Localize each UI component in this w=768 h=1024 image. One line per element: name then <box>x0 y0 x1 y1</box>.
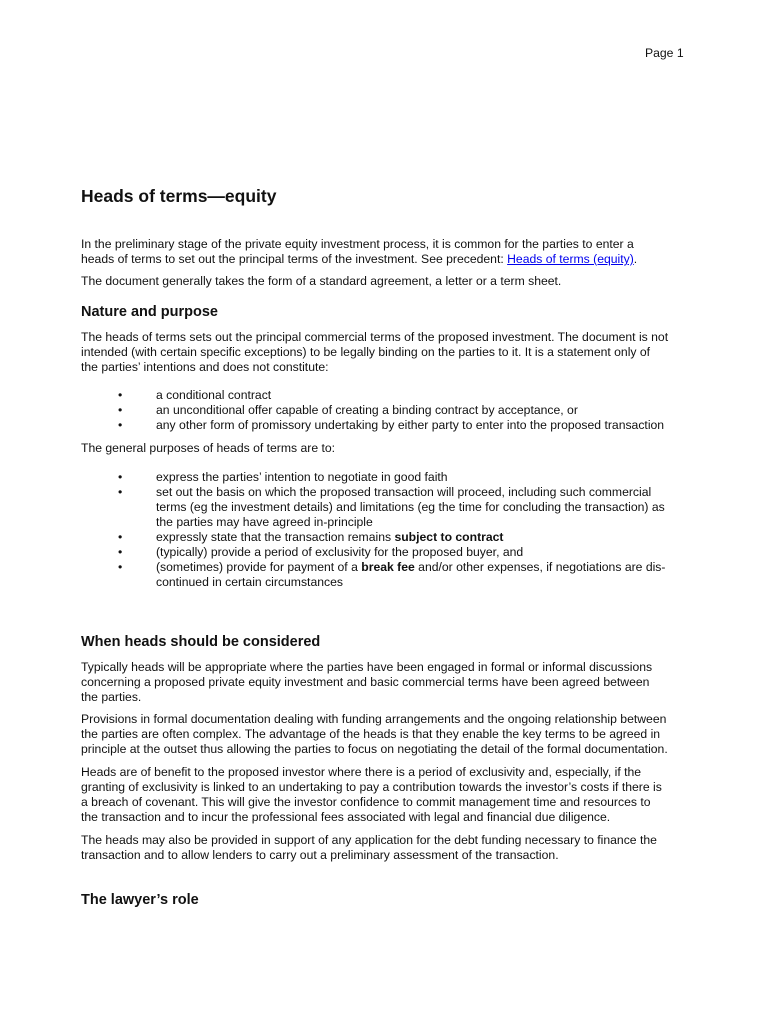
text-line: The heads may also be provided in support of any application for the debt funding necessary to finance the <box>81 833 657 847</box>
list-item <box>81 403 701 418</box>
bullet-icon: • <box>118 560 123 574</box>
text-line: Provisions in formal documentation dealing with funding arrangements and the ongoing relationship between <box>81 712 667 726</box>
bullet-icon: • <box>118 545 123 559</box>
bullet-icon: • <box>118 403 123 417</box>
list-item-text: terms (eg the investment details) and limitations (eg the time for concluding the transaction) as <box>156 500 665 514</box>
list-item-text: the parties may have agreed in-principle <box>156 515 373 529</box>
text-line: the parties are often complex. The advantage of the heads is that they enable the key terms to be agreed in <box>81 727 661 741</box>
list-item <box>81 545 701 560</box>
text-line: a breach of covenant. This will give the investor confidence to commit management time and resources to <box>81 795 651 809</box>
text-line: the parties. <box>81 690 142 704</box>
text-line: the transaction and to incur the professional fees associated with legal and financial due diligence. <box>81 810 611 824</box>
nature-paragraph <box>81 330 701 375</box>
when-paragraph <box>81 765 701 825</box>
list-item-text: a conditional contract <box>156 388 272 402</box>
not-constitute-list <box>81 388 701 433</box>
bullet-icon: • <box>118 470 123 484</box>
heading-lawyers-role: The lawyer’s role <box>81 892 199 908</box>
text-line: Typically heads will be appropriate where the parties have been engaged in formal or informal discussions <box>81 660 653 674</box>
list-item <box>81 560 701 590</box>
purposes-list <box>81 470 701 590</box>
list-item-text: expressly state that the transaction remains <box>156 530 395 544</box>
text-line: transaction and to allow lenders to carry out a preliminary assessment of the transaction. <box>81 848 559 862</box>
text-line: Heads are of benefit to the proposed investor where there is a period of exclusivity and, especially, if the <box>81 765 642 779</box>
bullet-icon: • <box>118 485 123 499</box>
intro-paragraph <box>81 237 701 267</box>
text-line: principle at the outset thus allowing the parties to focus on negotiating the detail of the formal documentation. <box>81 742 668 756</box>
list-item-text: any other form of promissory undertaking by either party to enter into the proposed transaction <box>156 418 665 432</box>
list-item-text: and/or other expenses, if negotiations are dis- <box>414 560 666 574</box>
list-item-text: express the parties’ intention to negotiate in good faith <box>156 470 448 484</box>
bold-term: subject to contract <box>394 530 504 544</box>
when-paragraph <box>81 712 701 757</box>
list-item <box>81 530 701 545</box>
text-line: concerning a proposed private equity investment and basic commercial terms have been agreed between <box>81 675 650 689</box>
list-item <box>81 470 701 485</box>
bold-term: break fee <box>361 560 415 574</box>
list-item-text: set out the basis on which the proposed transaction will proceed, including such commercial <box>156 485 652 499</box>
list-item-text: (typically) provide a period of exclusivity for the proposed buyer, and <box>156 545 524 559</box>
intro-paragraph-2: The document generally takes the form of a standard agreement, a letter or a term sheet. <box>81 274 562 288</box>
when-paragraph <box>81 833 701 863</box>
list-item-text: continued in certain circumstances <box>156 575 343 589</box>
heading-nature-purpose: Nature and purpose <box>81 304 218 320</box>
list-item <box>81 418 701 433</box>
list-item <box>81 388 701 403</box>
purposes-intro: The general purposes of heads of terms are to: <box>81 441 336 455</box>
when-paragraph <box>81 660 701 705</box>
text-punct: . <box>633 252 638 266</box>
precedent-link[interactable]: Heads of terms (equity) <box>507 252 634 266</box>
text-line: The heads of terms sets out the principal commercial terms of the proposed investment. The document is not <box>81 330 669 344</box>
bullet-icon: • <box>118 530 123 544</box>
text-line: In the preliminary stage of the private equity investment process, it is common for the parties to enter a <box>81 237 634 251</box>
text-line: heads of terms to set out the principal terms of the investment. See precedent: <box>81 252 508 266</box>
text-line: intended (with certain specific exceptions) to be legally binding on the parties to it. It is a statement only of <box>81 345 651 359</box>
list-item-text: an unconditional offer capable of creating a binding contract by acceptance, or <box>156 403 578 417</box>
list-item-text: (sometimes) provide for payment of a <box>156 560 362 574</box>
list-item <box>81 485 701 530</box>
document-title: Heads of terms—equity <box>81 186 277 206</box>
bullet-icon: • <box>118 418 123 432</box>
text-line: granting of exclusivity is linked to an undertaking to pay a contribution towards the investor’s costs if there is <box>81 780 662 794</box>
text-line: the parties’ intentions and does not constitute: <box>81 360 329 374</box>
bullet-icon: • <box>118 388 123 402</box>
heading-when-considered: When heads should be considered <box>81 634 321 650</box>
page-number: Page 1 <box>645 46 684 60</box>
